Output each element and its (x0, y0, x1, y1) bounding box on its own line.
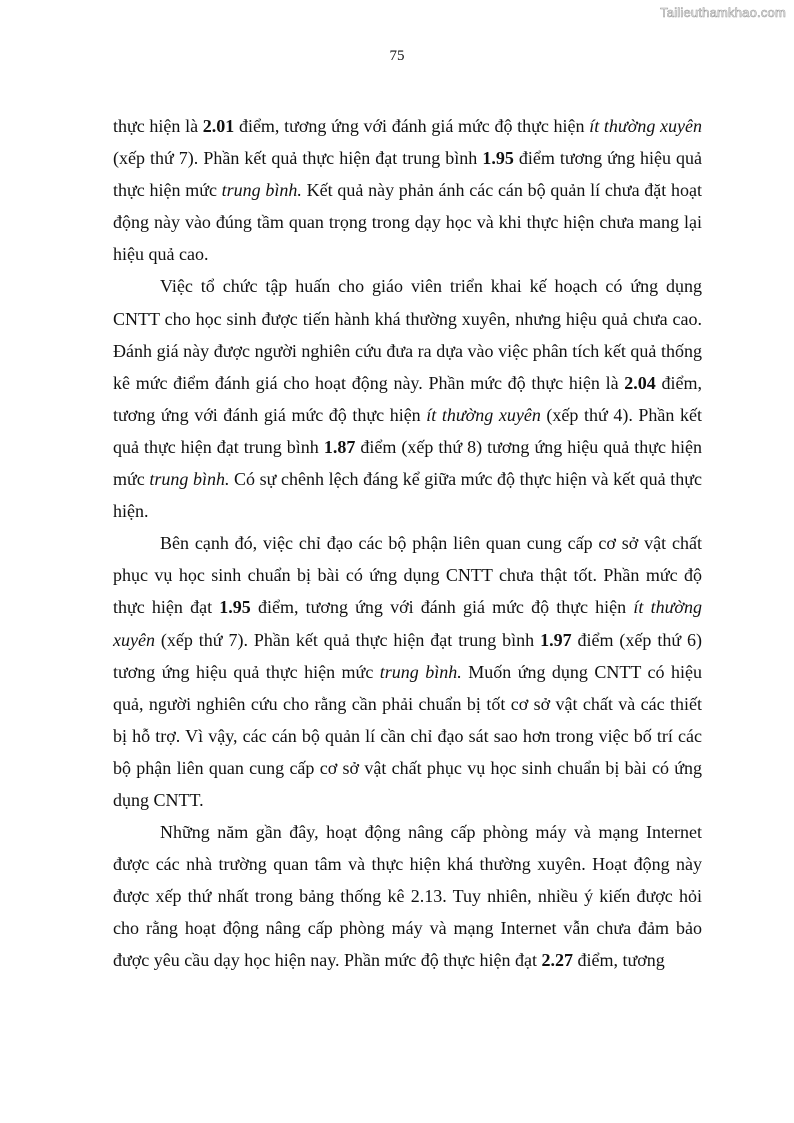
text-run: Kết quả này phản ánh các cán bộ quản lí chưa đặt hoạt động này vào đúng tầm quan trọng trong dạy học và khi thực hiện chưa mang lại hiệu quả cao. (113, 180, 702, 265)
document-body (113, 110, 702, 977)
text-run: điểm, tương ứng với đánh giá mức độ thực hiện (234, 116, 590, 136)
text-run: Bên cạnh đó, việc chỉ đạo các bộ phận liên quan cung cấp cơ sở vật chất phục vụ học sinh chuẩn bị bài có ứng dụng CNTT chưa thật tốt. Phần mức độ thực hiện đạt (113, 533, 702, 618)
paragraph (113, 527, 702, 816)
bold-value: 2.04 (624, 372, 656, 393)
paragraph (113, 110, 702, 270)
bold-value: 2.01 (202, 116, 235, 136)
bold-value: 1.95 (482, 148, 514, 169)
bold-value: 1.95 (219, 597, 251, 618)
text-run: (xếp thứ 7). Phần kết quả thực hiện đạt trung bình (113, 148, 483, 169)
italic-text: trung bình. (149, 469, 230, 490)
bold-value: 1.97 (540, 629, 572, 650)
text-run: Có sự chênh lệch đáng kể giữa mức độ thực hiện và kết quả thực hiện. (113, 469, 702, 522)
paragraph (113, 816, 702, 976)
text-run: điểm, tương ứng với đánh giá mức độ thực hiện (250, 597, 634, 618)
bold-value: 1.87 (323, 436, 356, 457)
text-run: điểm (xếp thứ 8) tương ứng hiệu quả thực hiện mức (113, 436, 702, 490)
text-run: (xếp thứ 7). Phần kết quả thực hiện đạt trung bình (154, 629, 541, 650)
text-run: điểm tương ứng hiệu quả thực hiện mức (113, 148, 702, 201)
watermark: Tailieuthamkhao.com (660, 5, 786, 20)
italic-text: trung bình. (379, 661, 462, 682)
italic-text: ít thường xuyên (589, 116, 702, 136)
text-run: Muốn ứng dụng CNTT có hiệu quả, người nghiên cứu cho rằng cần phải chuẩn bị tốt cơ sở vật chất và các thiết bị hỗ trợ. Vì vậy, các cán bộ quản lí cần chỉ đạo sát sao hơn trong việc bố trí các bộ phận liên quan cung cấp cơ sở vật chất phục vụ học sinh chuẩn bị bài có ứng dụng CNTT. (113, 661, 702, 810)
text-run: Việc tổ chức tập huấn cho giáo viên triển khai kế hoạch có ứng dụng CNTT cho học sinh được tiến hành khá thường xuyên, nhưng hiệu quả chưa cao. Đánh giá này được người nghiên cứu đưa ra dựa vào việc phân tích kết quả thống kê mức điểm đánh giá cho hoạt động này. Phần mức độ thực hiện là (113, 276, 702, 393)
italic-text: trung bình. (221, 180, 302, 201)
text-run: điểm, tương (573, 950, 665, 971)
text-run: Những năm gần đây, hoạt động nâng cấp phòng máy và mạng Internet được các nhà trường quan tâm và thực hiện khá thường xuyên. Hoạt động này được xếp thứ nhất trong bảng thống kê 2.13. Tuy nhiên, nhiều ý kiến được hỏi cho rằng hoạt động nâng cấp phòng máy và mạng Internet vẫn chưa đảm bảo được yêu cầu dạy học hiện nay. Phần mức độ thực hiện đạt (113, 822, 702, 971)
text-run: điểm, tương ứng với đánh giá mức độ thực hiện (113, 372, 702, 425)
italic-text: ít thường xuyên (113, 597, 702, 650)
italic-text: ít thường xuyên (426, 404, 541, 425)
text-run: (xếp thứ 4). Phần kết quả thực hiện đạt trung bình (113, 404, 702, 457)
text-run: thực hiện là (113, 116, 203, 136)
paragraph (113, 270, 702, 527)
text-run: điểm (xếp thứ 6) tương ứng hiệu quả thực hiện mức (113, 629, 703, 682)
page-number: 75 (389, 48, 405, 64)
bold-value: 2.27 (541, 950, 573, 971)
